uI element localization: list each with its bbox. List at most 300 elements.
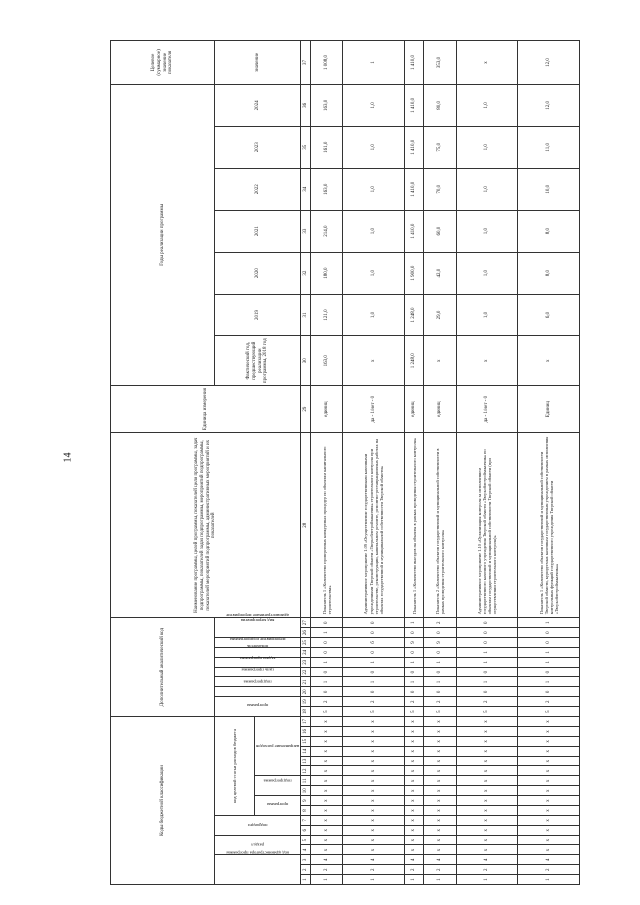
code-cell: х [404,786,424,796]
code-cell: х [311,736,343,746]
row-year-value: 1,0 [343,294,405,336]
header-csr-podprogramma-text: подпрограмма [263,778,292,784]
code-cell: х [518,766,580,776]
row-year-value: 8,0 [518,252,580,294]
column-number: 9 [301,796,311,806]
code-cell: х [456,717,518,727]
code-cell: 5 [404,707,424,717]
header-zadachi-text: задача программы [239,656,276,662]
code-cell: 0 [424,647,456,657]
code-cell: х [518,776,580,786]
column-number: 21 [301,677,311,687]
header-year-6: 2024 [215,84,301,126]
row-year-value: 1 410,0 [404,84,424,126]
row-year-value: 29,0 [424,294,456,336]
code-cell: х [311,835,343,845]
code-cell: х [343,806,405,816]
code-cell: 1 [518,677,580,687]
header-admin-code [215,850,301,885]
code-cell: х [311,796,343,806]
code-cell: х [311,776,343,786]
code-cell: х [343,845,405,855]
row-base-value: 163,0 [311,336,343,385]
column-number: 2 [301,865,311,875]
code-cell: х [343,766,405,776]
code-cell: х [343,815,405,825]
table-row [456,41,518,885]
header-csr-direction [255,717,301,776]
rotated-table-container [110,40,580,885]
row-year-value: 1 410,0 [404,210,424,252]
code-cell: 1 [311,657,343,667]
code-cell: х [311,766,343,776]
code-cell: х [456,806,518,816]
code-cell: х [343,796,405,806]
column-number: 17 [301,717,311,727]
header-podrazdel [215,815,301,835]
code-cell: х [518,756,580,766]
row-unit: да - 1/нет - 0 [343,385,405,432]
code-cell: 0 [311,647,343,657]
code-cell: х [518,796,580,806]
header-csr-programma-text: программа [266,801,289,807]
code-cell: х [404,766,424,776]
code-cell: 1 [518,618,580,628]
column-number: 13 [301,756,311,766]
column-number: 32 [301,252,311,294]
code-cell: х [424,806,456,816]
row-year-value: 163,0 [311,84,343,126]
code-cell: 0 [343,687,405,697]
column-number: 6 [301,825,311,835]
row-year-value: 1,0 [456,294,518,336]
row-year-value: 163,0 [311,168,343,210]
code-cell: х [343,756,405,766]
row-unit: единиц [424,385,456,432]
header-base-year: Фактический год, предшествующий реализации программы, 2018 год [215,336,301,385]
row-target-value: 353,0 [424,41,456,85]
column-number: 37 [301,41,311,85]
code-cell: 0 [456,638,518,648]
code-cell: х [518,825,580,835]
row-base-value: х [456,336,518,385]
code-cell: х [343,776,405,786]
header-years-group: Годы реализации программы [111,84,215,385]
code-cell: 0 [343,667,405,677]
code-cell: х [404,825,424,835]
code-cell: х [311,727,343,737]
code-cell: х [343,786,405,796]
code-cell: 0 [518,628,580,638]
header-adm-meropriyatie-text: административное мероприятие [226,613,289,619]
code-cell: б [343,638,405,648]
code-cell: 0 [311,667,343,677]
row-unit: да - 1/нет - 0 [456,385,518,432]
header-year-2: 2020 [215,252,301,294]
code-cell: 0 [456,687,518,697]
header-type-text: вид мероприятия [240,617,275,623]
header-budget-codes: Коды бюджетной классификации [111,717,215,885]
program-indicators-table [110,40,580,885]
code-cell: х [456,776,518,786]
code-cell: х [456,786,518,796]
row-year-value: 161,0 [311,126,343,168]
code-cell: 0 [311,618,343,628]
row-year-value: 1 248,0 [404,294,424,336]
table-row [311,41,343,885]
code-cell: 1 [404,677,424,687]
code-cell: х [404,835,424,845]
row-year-value: 1 900,0 [404,252,424,294]
row-unit: единиц [311,385,343,432]
header-admin-code-text: код администратора программы [226,850,289,856]
code-cell: х [424,717,456,727]
code-cell: 4 [404,855,424,865]
code-cell: 2 [343,697,405,707]
code-cell: х [404,776,424,786]
column-number: 11 [301,776,311,786]
table-row [424,41,456,885]
row-year-value: 1,0 [456,84,518,126]
code-cell: 1 [311,628,343,638]
code-cell: 2 [424,697,456,707]
code-cell: х [404,815,424,825]
row-target-value: 1 [343,41,405,85]
row-description: Показатель 2 «Количество объектов государственной и муниципальной собственности в рамках проведения строительного контроля» [424,433,456,618]
column-number: 31 [301,294,311,336]
header-pokazatel-text: показатель [246,643,269,649]
code-cell: 0 [424,628,456,638]
code-cell: х [424,815,456,825]
code-cell: 2 [424,618,456,628]
header-podprogramma-text: подпрограмма [243,679,272,685]
header-programma-text: программа [246,703,269,709]
code-cell: х [456,796,518,806]
code-cell: х [404,845,424,855]
code-cell: х [311,786,343,796]
row-year-value: 1,0 [343,168,405,210]
code-cell: х [456,766,518,776]
code-cell: 1 [343,875,405,885]
column-number: 8 [301,806,311,816]
column-number: 36 [301,84,311,126]
code-cell: 1 [424,875,456,885]
code-cell: 2 [518,865,580,875]
row-base-value: х [343,336,405,385]
row-year-value: 42,0 [424,252,456,294]
code-cell: 1 [311,677,343,687]
code-cell: х [311,756,343,766]
column-number: 10 [301,786,311,796]
row-year-value: 1,0 [456,210,518,252]
code-cell: 1 [456,657,518,667]
code-cell: х [404,756,424,766]
header-programma [215,697,301,717]
row-description: Показатель 1 «Количество объектов государственной и муниципальной собственности Тверской области, курируемых казенным государственным учреждением в рамках исполнения контрольных функций государственного учреждения Тверской области «Тверьоблстройзаказчик»» [518,433,580,618]
code-cell: 1 [456,647,518,657]
row-year-value: 214,0 [311,210,343,252]
code-cell: х [424,796,456,806]
row-base-value: х [424,336,456,385]
code-cell: 2 [456,697,518,707]
row-year-value: 11,0 [518,126,580,168]
code-cell: х [456,845,518,855]
header-meropriyatie-text: мероприятие подпрограммы [229,636,286,642]
row-year-value: 1,0 [456,126,518,168]
code-cell: х [311,825,343,835]
code-cell: 0 [424,667,456,677]
header-year-4: 2022 [215,168,301,210]
page-number: 14 [62,452,74,463]
row-year-value: 1,0 [343,252,405,294]
code-cell: 0 [518,687,580,697]
code-cell: 0 [343,618,405,628]
code-cell: х [424,756,456,766]
header-year-3: 2021 [215,210,301,252]
code-cell: х [424,736,456,746]
code-cell: 2 [404,697,424,707]
column-number: 24 [301,647,311,657]
column-number: 4 [301,845,311,855]
code-cell: х [518,845,580,855]
header-razdel-text: раздел [251,842,264,848]
code-cell: х [424,746,456,756]
code-cell: х [404,727,424,737]
column-number: 35 [301,126,311,168]
code-cell: х [424,845,456,855]
code-cell: х [456,736,518,746]
code-cell: 1 [404,618,424,628]
code-cell: х [424,825,456,835]
column-number: 14 [301,746,311,756]
code-cell: 9 [424,638,456,648]
row-description: Показатель 1 «Количество выездов на объекты в рамках проведения строительного контроля» [404,433,424,618]
code-cell: х [518,736,580,746]
column-number: 1 [301,875,311,885]
code-cell: 0 [424,687,456,697]
code-cell: 4 [424,855,456,865]
code-cell: 0 [404,687,424,697]
row-year-value: 1,0 [343,210,405,252]
code-cell: 1 [424,677,456,687]
code-cell: 1 [343,677,405,687]
column-number: 15 [301,736,311,746]
code-cell: х [311,717,343,727]
code-cell: 2 [456,865,518,875]
code-cell: 0 [404,628,424,638]
code-cell: 2 [518,697,580,707]
code-cell: х [311,815,343,825]
row-year-value: 1,0 [343,84,405,126]
code-cell: х [343,825,405,835]
column-number: 33 [301,210,311,252]
header-celi-text: цель программы [241,667,274,673]
row-year-value: 75,0 [424,126,456,168]
code-cell: х [518,806,580,816]
column-number: 18 [301,707,311,717]
column-number: 12 [301,766,311,776]
column-number: 27 [301,618,311,628]
code-cell: 1 [456,875,518,885]
code-cell: 0 [343,628,405,638]
row-base-value: 1 248,0 [404,336,424,385]
code-cell: х [311,845,343,855]
header-csr-direction-text: направление расходов [255,743,300,749]
code-cell: х [311,746,343,756]
code-cell: 0 [456,628,518,638]
row-target-value: 1 410,0 [404,41,424,85]
code-cell: х [343,717,405,727]
row-target-value: 1 008,0 [311,41,343,85]
code-cell: х [404,736,424,746]
row-year-value: 80,0 [424,84,456,126]
code-cell: 0 [311,638,343,648]
row-year-value: 6,0 [518,294,580,336]
code-cell: 0 [404,667,424,677]
code-cell: 4 [311,855,343,865]
header-additional-code: Дополнительный аналитический код [111,618,215,717]
code-cell: х [518,835,580,845]
code-cell: 0 [404,647,424,657]
code-cell: 0 [456,618,518,628]
row-description: Административное мероприятие 1.10 «Организация контроля за исполнением государственного казенного учреждения Тверской области «Тверьоблстройзаказчик» по объектам государственной и муниципальной собственности Тверской области (при осуществлении строительного контроля)» [456,433,518,618]
column-number: 5 [301,835,311,845]
code-cell: 4 [518,855,580,865]
code-cell: х [311,806,343,816]
code-cell: 1 [404,657,424,667]
code-cell: х [424,727,456,737]
code-cell: х [518,717,580,727]
header-csr: код целевой статьи расходов бюджета [215,717,255,816]
code-cell: х [404,806,424,816]
code-cell: 4 [343,855,405,865]
row-year-value: 8,0 [518,210,580,252]
code-cell: х [456,727,518,737]
code-cell: х [343,835,405,845]
row-unit: Единиц [518,385,580,432]
code-cell: 2 [311,697,343,707]
table-row [404,41,424,885]
column-number: 25 [301,638,311,648]
code-cell: 5 [456,707,518,717]
column-number: 7 [301,815,311,825]
header-value: значение [215,41,301,85]
row-target-value: х [456,41,518,85]
header-year-1: 2019 [215,294,301,336]
code-cell: 1 [456,677,518,687]
code-cell: 0 [311,687,343,697]
row-year-value: 60,0 [424,210,456,252]
code-cell: 1 [311,875,343,885]
column-number: 28 [301,433,311,618]
header-element-description: Наименование программы, целей программы, показателей цели программы, задач подпрограммы, показателей задач подпрограммы, мероприятий подпрограммы, показателей мероприятий подпрограммы, административных мероприятий и их показателей [111,433,301,618]
code-cell: 2 [343,865,405,875]
code-cell: х [424,776,456,786]
code-cell: 1 [518,647,580,657]
document-sheet [110,40,580,885]
header-target-value: Целевое (суммарное) значение показателя [111,41,215,85]
code-cell: 0 [456,667,518,677]
code-cell: х [424,835,456,845]
header-podprogramma [215,679,301,697]
row-year-value: 70,0 [424,168,456,210]
code-cell: 1 [518,657,580,667]
header-type [215,618,301,638]
code-cell: х [404,717,424,727]
code-cell: 0 [343,647,405,657]
code-cell: 1 [424,657,456,667]
header-year-5: 2023 [215,126,301,168]
row-year-value: 121,0 [311,294,343,336]
column-number: 3 [301,855,311,865]
column-number: 23 [301,657,311,667]
row-unit: единиц [404,385,424,432]
code-cell: х [424,786,456,796]
row-description: Показатель 1 «Количество проверенных конкурсных процедур по объектам капитального строительства» [311,433,343,618]
table-row [343,41,405,885]
row-year-value: 180,0 [311,252,343,294]
column-number: 20 [301,687,311,697]
code-cell: 5 [518,707,580,717]
row-base-value: х [518,336,580,385]
code-cell: х [518,727,580,737]
table-row [518,41,580,885]
code-cell: 1 [518,875,580,885]
row-year-value: 10,0 [518,168,580,210]
column-number: 19 [301,697,311,707]
column-number: 34 [301,168,311,210]
row-year-value: 1,0 [456,252,518,294]
code-cell: 0 [518,638,580,648]
code-cell: 0 [518,667,580,677]
header-csr-programma [255,796,301,816]
row-year-value: 12,0 [518,84,580,126]
row-year-value: 1 410,0 [404,126,424,168]
code-cell: х [404,796,424,806]
code-cell: 1 [343,657,405,667]
row-year-value: 1,0 [456,168,518,210]
code-cell: х [404,746,424,756]
header-csr-podprogramma [255,776,301,796]
row-description: Административное мероприятие 1.09 «Осуществление государственными казенными учреждениями Тверской области «Тверьоблстройзаказчик» строительного контроля при строительстве, реконструкции, капитальном ремонте, ремонтно-реставрационных работах на объектах государственной и муниципальной собственности Тверской области» [343,433,405,618]
code-cell: х [456,825,518,835]
column-number: 16 [301,727,311,737]
row-year-value: 1 410,0 [404,168,424,210]
header-podrazdel-text: подраздел [247,822,268,828]
code-cell: х [518,746,580,756]
row-year-value: 1,0 [343,126,405,168]
code-cell: 5 [343,707,405,717]
code-cell: 5 [424,707,456,717]
code-cell: х [343,727,405,737]
code-cell: х [343,736,405,746]
code-cell: 4 [456,855,518,865]
code-cell: 5 [311,707,343,717]
header-unit: Единица измерения [111,385,301,432]
code-cell: х [518,786,580,796]
column-number: 29 [301,385,311,432]
code-cell: х [424,766,456,776]
code-cell: х [343,746,405,756]
code-cell: х [518,815,580,825]
code-cell: 2 [424,865,456,875]
column-number: 22 [301,667,311,677]
code-cell: 2 [311,865,343,875]
row-target-value: 12,0 [518,41,580,85]
code-cell: 1 [404,875,424,885]
code-cell: х [456,835,518,845]
code-cell: х [456,756,518,766]
